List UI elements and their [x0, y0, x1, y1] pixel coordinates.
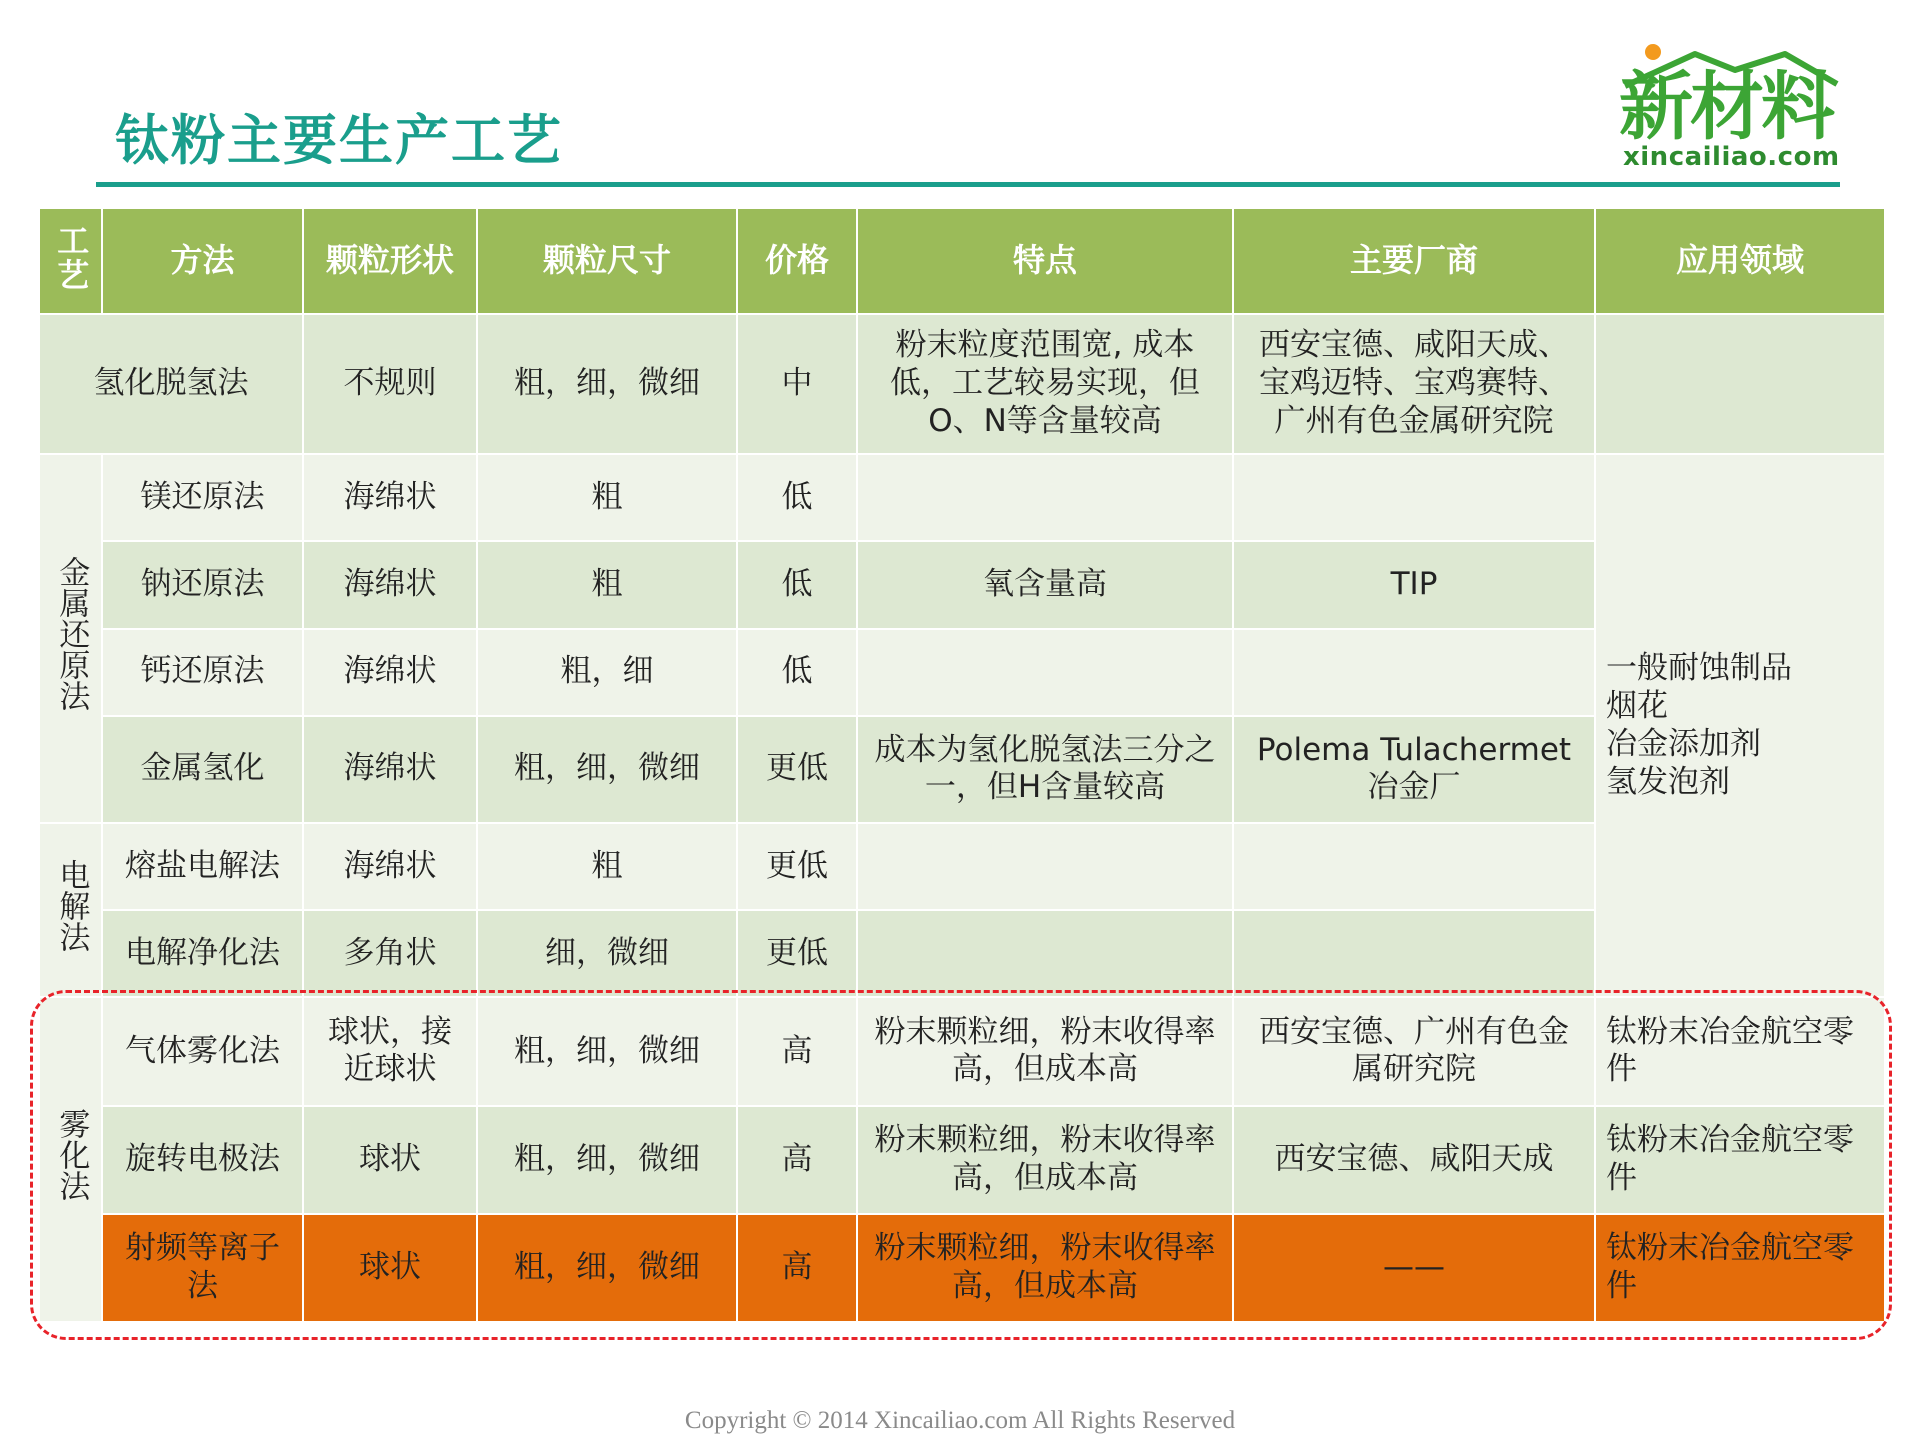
title-underline [96, 182, 1840, 187]
size-cell: 粗 [477, 823, 737, 910]
feature-cell: 粉末粒度范围宽, 成本低，工艺较易实现，但O、N等含量较高 [857, 314, 1233, 454]
method-cell: 氢化脱氢法 [39, 314, 303, 454]
size-cell: 粗，细，微细 [477, 716, 737, 823]
method-cell: 电解净化法 [102, 910, 303, 997]
feature-cell: 成本为氢化脱氢法三分之一，但H含量较高 [857, 716, 1233, 823]
price-cell: 更低 [737, 716, 857, 823]
feature-cell [857, 910, 1233, 997]
size-cell: 粗 [477, 454, 737, 541]
size-cell: 粗，细，微细 [477, 1106, 737, 1214]
application-item: 烟花 [1606, 687, 1668, 724]
price-cell: 低 [737, 629, 857, 716]
application-cell: 钛粉末冶金航空零件 [1595, 1214, 1885, 1322]
header-price: 价格 [737, 208, 857, 314]
application-item: 冶金添加剂 [1606, 725, 1761, 762]
shape-cell: 海绵状 [303, 541, 477, 628]
shape-cell: 海绵状 [303, 454, 477, 541]
maker-cell: TIP [1233, 541, 1595, 628]
feature-cell: 粉末颗粒细，粉末收得率高，但成本高 [857, 1106, 1233, 1214]
method-cell: 镁还原法 [102, 454, 303, 541]
price-cell: 高 [737, 1214, 857, 1322]
price-cell: 低 [737, 454, 857, 541]
maker-cell [1233, 910, 1595, 997]
header-method: 方法 [102, 208, 303, 314]
shape-cell: 海绵状 [303, 823, 477, 910]
header-feature: 特点 [857, 208, 1233, 314]
price-cell: 高 [737, 997, 857, 1105]
maker-cell: —— [1233, 1214, 1595, 1322]
feature-cell: 粉末颗粒细，粉末收得率高，但成本高 [857, 997, 1233, 1105]
table-row [39, 454, 1885, 541]
method-cell: 钠还原法 [102, 541, 303, 628]
maker-cell [1233, 629, 1595, 716]
shape-cell: 球状，接近球状 [303, 997, 477, 1105]
size-cell: 细，微细 [477, 910, 737, 997]
group-label-metal: 金属还原法 [39, 454, 102, 823]
group-label-atomization: 雾化法 [39, 997, 102, 1322]
maker-cell: 西安宝德、咸阳天成 [1233, 1106, 1595, 1214]
size-cell: 粗，细，微细 [477, 314, 737, 454]
maker-cell [1233, 454, 1595, 541]
feature-cell [857, 629, 1233, 716]
table-row-highlighted [39, 1214, 1885, 1322]
application-cell [1595, 314, 1885, 454]
price-cell: 高 [737, 1106, 857, 1214]
copyright-footer: Copyright © 2014 Xincailiao.com All Rights Reserved [684, 1407, 1236, 1434]
shared-application-cell [1595, 454, 1885, 997]
table-row [39, 1106, 1885, 1214]
method-cell: 旋转电极法 [102, 1106, 303, 1214]
table-header-row [39, 208, 1885, 314]
shape-cell: 海绵状 [303, 716, 477, 823]
application-cell: 钛粉末冶金航空零件 [1595, 1106, 1885, 1214]
shape-cell: 海绵状 [303, 629, 477, 716]
size-cell: 粗，细，微细 [477, 997, 737, 1105]
method-cell: 射频等离子法 [102, 1214, 303, 1322]
logo-url: xincailiao.com [1623, 142, 1840, 172]
price-cell: 更低 [737, 823, 857, 910]
header-shape: 颗粒形状 [303, 208, 477, 314]
method-cell: 金属氢化 [102, 716, 303, 823]
price-cell: 更低 [737, 910, 857, 997]
maker-cell [1233, 823, 1595, 910]
xincailiao-logo [1615, 40, 1845, 170]
maker-cell: Polema Tulachermet冶金厂 [1233, 716, 1595, 823]
logo-text: 新材料 [1619, 64, 1832, 150]
size-cell: 粗，细，微细 [477, 1214, 737, 1322]
shape-cell: 不规则 [303, 314, 477, 454]
header-maker: 主要厂商 [1233, 208, 1595, 314]
feature-cell: 粉末颗粒细，粉末收得率高，但成本高 [857, 1214, 1233, 1322]
maker-cell: 西安宝德、咸阳天成、宝鸡迈特、宝鸡赛特、广州有色金属研究院 [1233, 314, 1595, 454]
shape-cell: 多角状 [303, 910, 477, 997]
size-cell: 粗，细 [477, 629, 737, 716]
price-cell: 中 [737, 314, 857, 454]
maker-cell: 西安宝德、广州有色金属研究院 [1233, 997, 1595, 1105]
table-row [39, 997, 1885, 1105]
method-cell: 熔盐电解法 [102, 823, 303, 910]
method-cell: 钙还原法 [102, 629, 303, 716]
table-row [39, 314, 1885, 454]
application-cell: 钛粉末冶金航空零件 [1595, 997, 1885, 1105]
price-cell: 低 [737, 541, 857, 628]
feature-cell [857, 823, 1233, 910]
shape-cell: 球状 [303, 1106, 477, 1214]
header-process: 工艺 [39, 208, 102, 314]
method-cell: 气体雾化法 [102, 997, 303, 1105]
process-table [38, 207, 1886, 1323]
application-item: 一般耐蚀制品 [1606, 650, 1792, 687]
group-label-electro: 电解法 [39, 823, 102, 997]
header-application: 应用领域 [1595, 208, 1885, 314]
size-cell: 粗 [477, 541, 737, 628]
shape-cell: 球状 [303, 1214, 477, 1322]
application-item: 氢发泡剂 [1606, 763, 1730, 800]
header-size: 颗粒尺寸 [477, 208, 737, 314]
page-title: 钛粉主要生产工艺 [115, 109, 563, 172]
feature-cell: 氧含量高 [857, 541, 1233, 628]
feature-cell [857, 454, 1233, 541]
